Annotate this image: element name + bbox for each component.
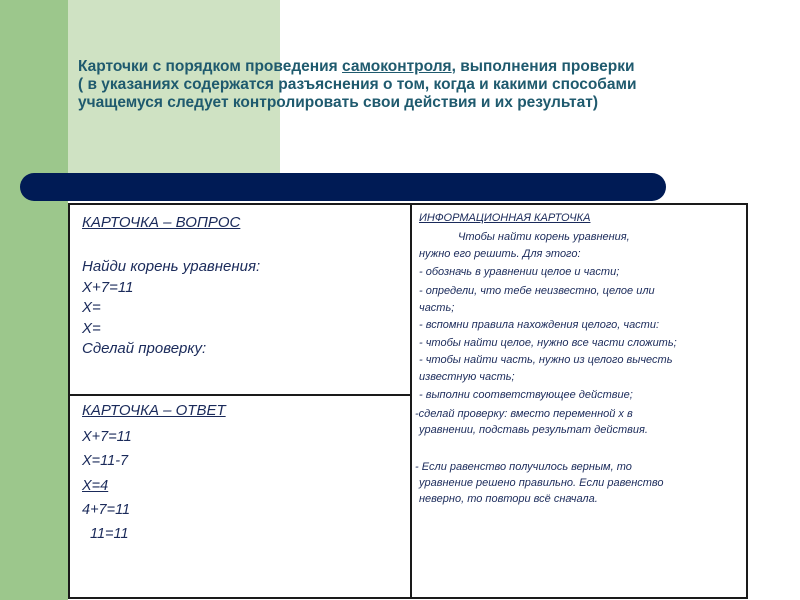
cards-table xyxy=(68,203,748,599)
info-line: - обозначь в уравнении целое и части; xyxy=(419,266,620,278)
title-line-1 xyxy=(78,58,758,76)
info-line: - Если равенство получилось верным, то xyxy=(415,461,632,473)
question-line: Найди корень уравнения: xyxy=(82,258,261,275)
info-line: уравнении, подставь результат действия. xyxy=(419,424,648,436)
info-card-heading: ИНФОРМАЦИОННАЯ КАРТОЧКА xyxy=(419,212,591,224)
slide-title xyxy=(78,58,758,112)
info-line: - выполни соответствующее действие; xyxy=(419,389,633,401)
title-line-3: учащемуся следует контролировать свои действия и их результат) xyxy=(78,94,598,111)
info-line: Чтобы найти корень уравнения, xyxy=(458,231,630,243)
question-line: Х+7=11 xyxy=(82,278,134,296)
title-line-2: ( в указаниях содержатся разъяснения о том, когда и какими способами xyxy=(78,76,637,93)
info-card xyxy=(412,205,746,597)
question-card-lines xyxy=(82,257,260,360)
info-line: часть; xyxy=(419,302,455,314)
info-line: - вспомни правила нахождения целого, части: xyxy=(419,319,660,331)
answer-card-heading: КАРТОЧКА – ОТВЕТ xyxy=(82,402,226,419)
answer-card-lines xyxy=(82,425,132,546)
info-line: -сделай проверку: вместо переменной х в xyxy=(415,408,633,420)
title-line-1-start: Карточки с порядком проведения xyxy=(78,58,343,75)
answer-line: Х=4 xyxy=(82,477,109,494)
left-decor-band xyxy=(0,0,68,600)
info-line: неверно, то повтори всё сначала. xyxy=(419,493,598,505)
answer-line: Х+7=11 xyxy=(82,429,132,445)
question-line: Х= xyxy=(82,299,101,316)
self-control-link[interactable]: самоконтроля xyxy=(342,58,452,75)
answer-line: Х=11-7 xyxy=(82,453,129,470)
question-line: Х= xyxy=(82,319,101,337)
info-line: - определи, что тебе неизвестно, целое или xyxy=(419,285,655,297)
answer-card-cell xyxy=(70,396,412,597)
question-card-cell xyxy=(70,205,412,396)
info-line: нужно его решить. Для этого: xyxy=(419,248,581,260)
info-line: известную часть; xyxy=(419,371,515,383)
question-line: Сделай проверку: xyxy=(82,340,207,357)
answer-line: 4+7=11 xyxy=(82,501,131,518)
answer-line: 11=11 xyxy=(90,526,129,543)
info-line: уравнение решено правильно. Если равенство xyxy=(419,477,664,489)
info-card-cell xyxy=(412,205,746,597)
question-card-heading: КАРТОЧКА – ВОПРОС xyxy=(82,214,241,231)
header-bar xyxy=(20,173,666,201)
title-line-1-end: , выполнения проверки xyxy=(451,58,635,75)
info-line: - чтобы найти целое, нужно все части сложить; xyxy=(419,337,677,349)
info-line: - чтобы найти часть, нужно из целого вычесть xyxy=(419,354,673,366)
